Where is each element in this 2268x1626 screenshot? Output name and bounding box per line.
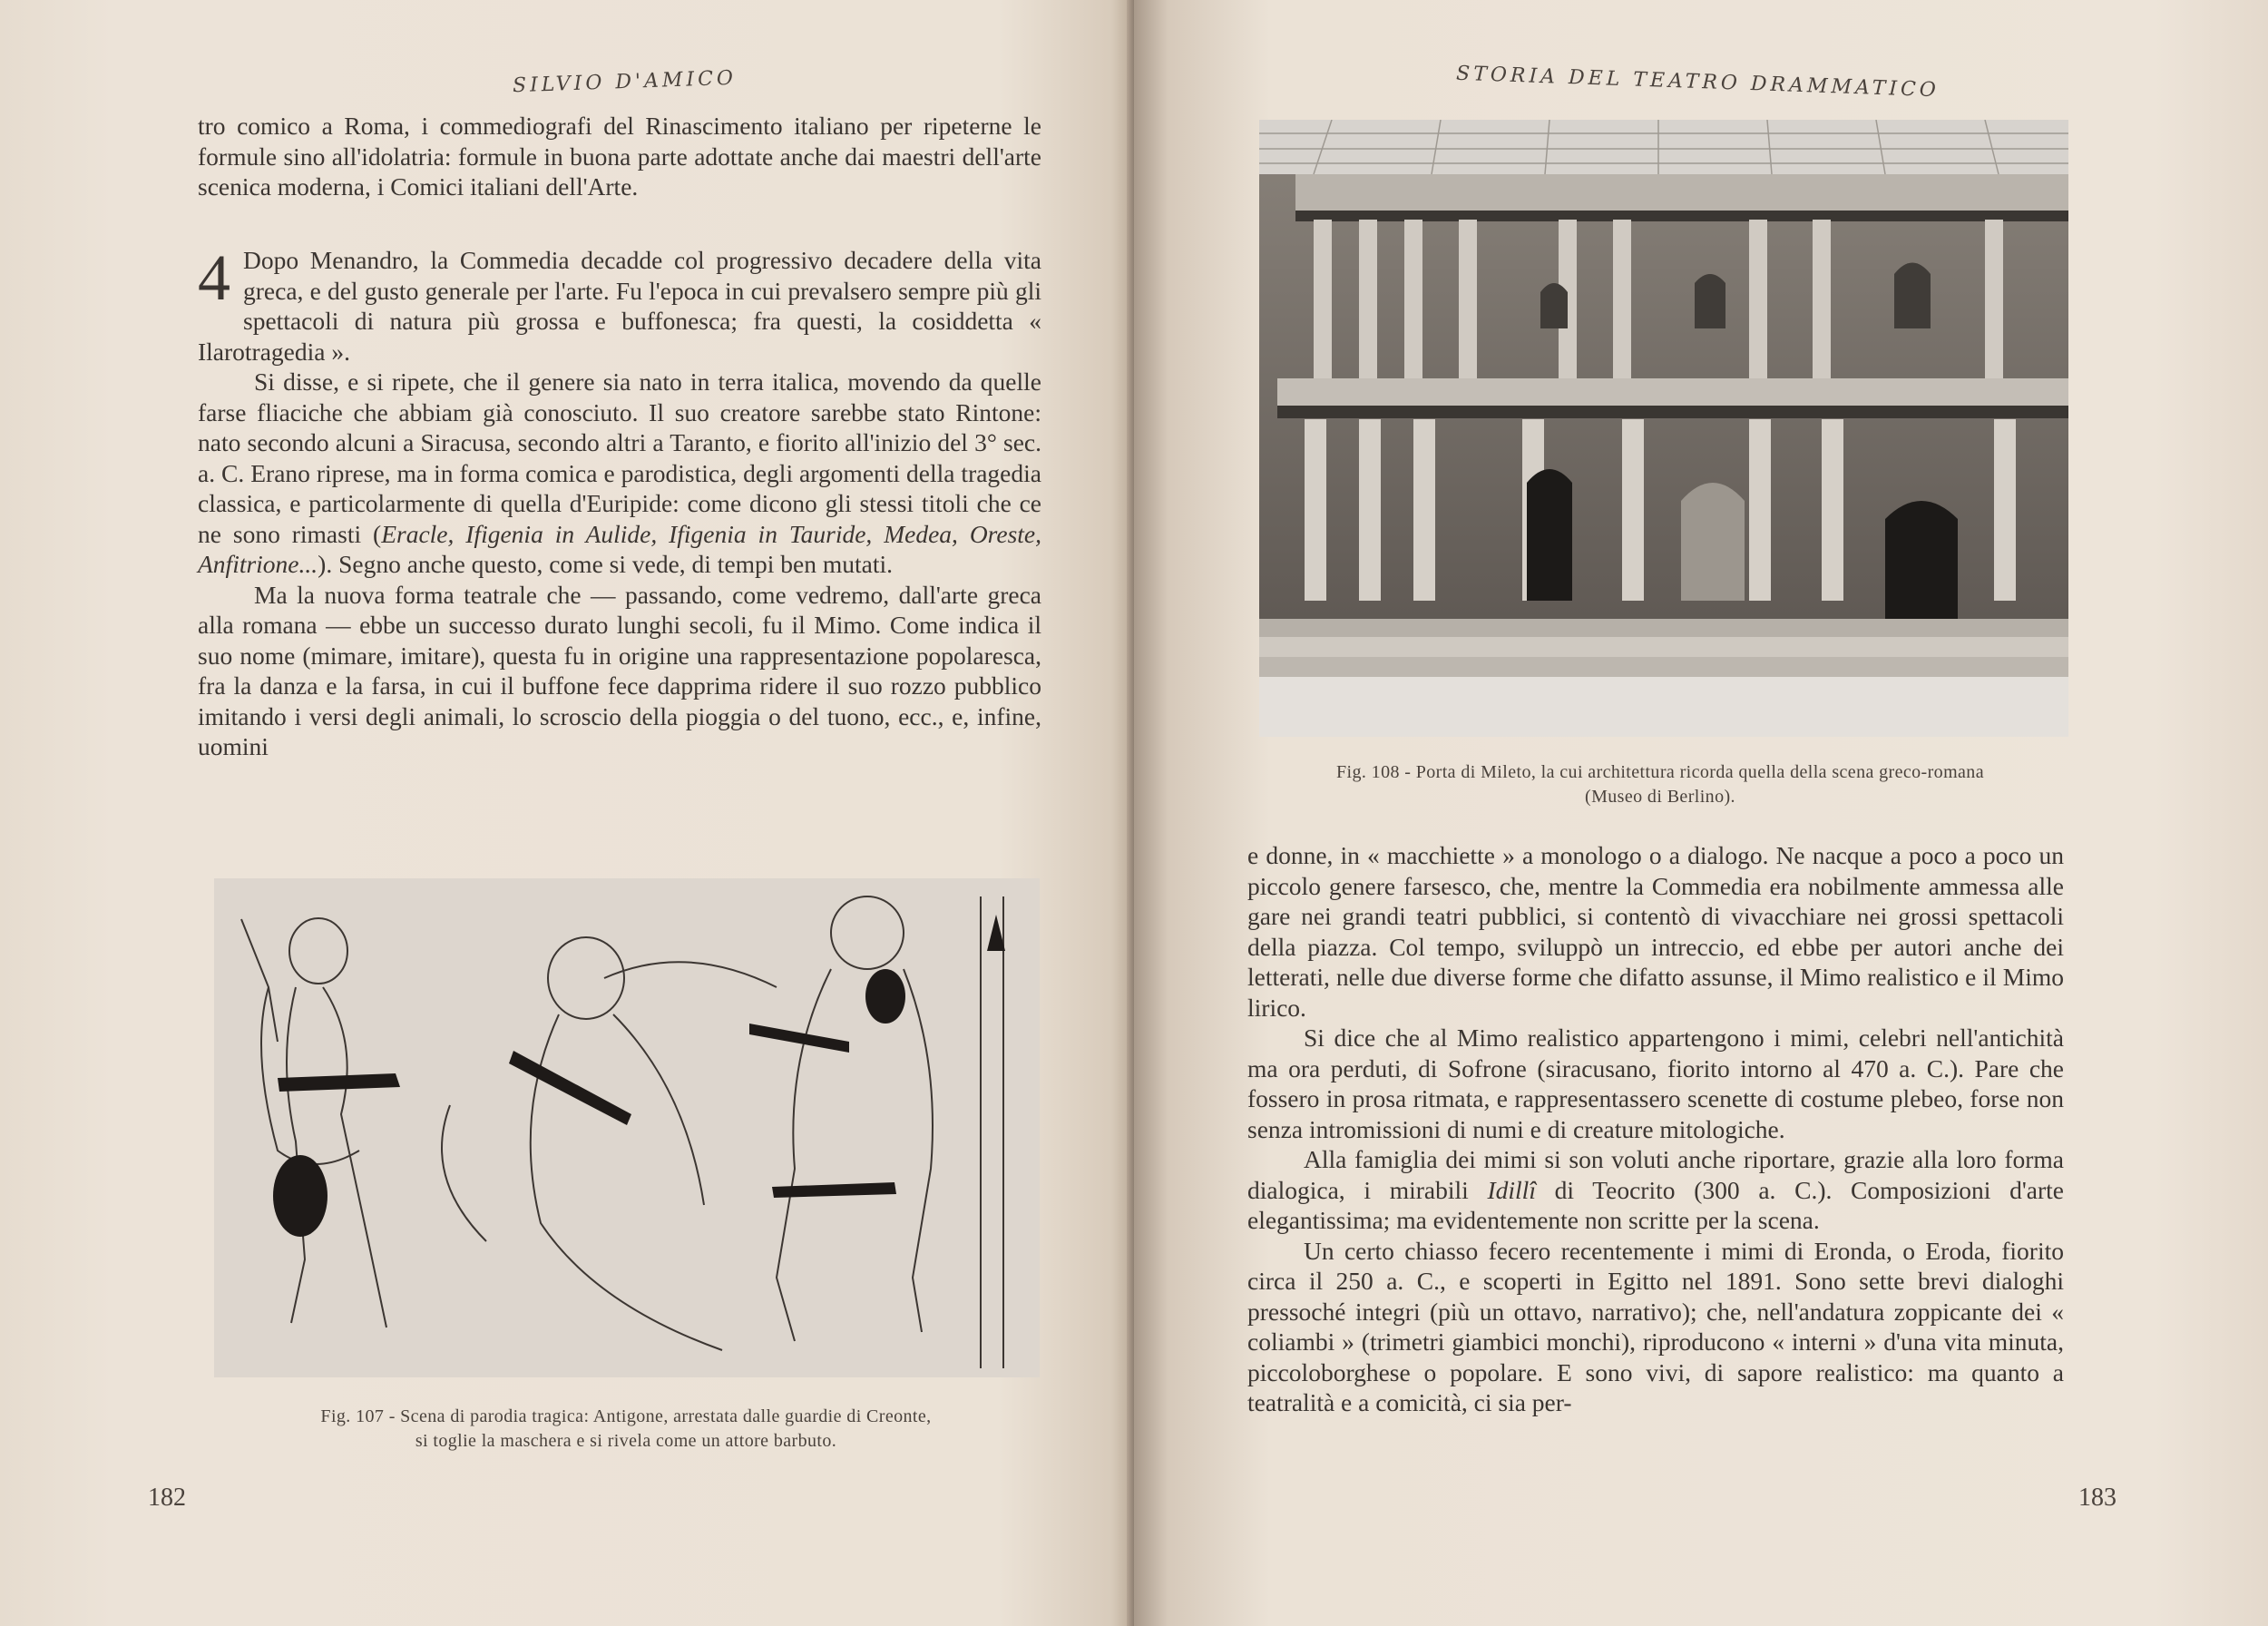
left-opening-paragraph (198, 111, 1041, 202)
page-number-right: 183 (2078, 1484, 2116, 1512)
market-gate-of-miletus-photo (1259, 120, 2068, 737)
para2-titles: Eracle, Ifigenia in Aulide, Ifigenia in Tauride, Medea, Oreste, Anfitrione... (198, 519, 1041, 578)
figure-107-drawing (214, 878, 1040, 1377)
para2 (198, 367, 1041, 580)
running-head-right: STORIA DEL TEATRO DRAMMATICO (1455, 62, 1941, 103)
caption-108-line2: (Museo di Berlino). (1585, 787, 1735, 807)
figure-108-photo (1259, 120, 2068, 737)
right-page (1134, 0, 2268, 1626)
left-main-text (198, 241, 1041, 762)
para3: Ma la nuova forma teatrale che — passando, come vedremo, dall'arte greca alla romana — ebbe un successo durato lunghi secoli, fu il Mimo. Come indica il suo nome (mimare, imitare), questa fu in origine una rappresentazione popolaresca, fra la danza e la farsa, in cui il buffone fece dapprima ridere il suo rozzo pubblico imitando i versi degli animali, lo scroscio della pioggia o del tuono, ecc., e, infine, uomini (198, 580, 1041, 760)
right-para3-italic: Idillî (1487, 1175, 1536, 1204)
right-para3-text-a: Alla famiglia dei mimi si son voluti anche riportare, grazie alla loro forma dialogica, i mirabili (1247, 1145, 2064, 1204)
caption-108-line1: Fig. 108 - Porta di Mileto, la cui architettura ricorda quella della scena greco-romana (1336, 762, 1984, 782)
right-para4: Un certo chiasso fecero recentemente i mimi di Eronda, o Eroda, fiorito circa il 250 a. C., e scoperti in Egitto nel 1891. Sono sette brevi dialoghi pressoché integri (più un ottavo, narrativo); che, nell'andatura zoppicante dei « coliambi » (trimetri giambici monchi), riproducono « interni » d'una vita minuta, piccoloborghese o popolare. E sono vivi, di sapore realistico: ma quanto a teatralità e a comicità, ci sia per- (1247, 1236, 2064, 1416)
caption-107-line1: Fig. 107 - Scena di parodia tragica: Antigone, arrestata dalle guardie di Creonte, (320, 1406, 932, 1426)
right-main-text (1247, 840, 2064, 1418)
section-number: 4 (198, 241, 230, 314)
figure-108-caption (1243, 760, 2077, 809)
figure-107-caption (227, 1405, 1025, 1454)
right-para1: e donne, in « macchiette » a monologo o a dialogo. Ne nacque a poco a poco un piccolo genere farsesco, che, mentre la Commedia era nobilmente ammessa alle gare nei grandi teatri pubblici, si contentò di vivacchiare nei grossi spettacoli della piazza. Col tempo, sviluppò un intreccio, ed ebbe per autori anche dei letterati, nelle due diverse forme che difatto assunse, il Mimo realistico e il Mimo lirico. (1247, 841, 2064, 1022)
page-number-left: 182 (148, 1484, 186, 1512)
para2-text-b: ). Segno anche questo, come si vede, di tempi ben mutati. (318, 550, 894, 578)
para1-text: Dopo Menandro, la Commedia decadde col progressivo decadere della vita greca, e del gusto generale per l'arte. Fu l'epoca in cui prevalsero sempre più gli spettacoli di natura più grossa e buffonesca; fra questi, la cosiddetta « Ilarotragedia ». (198, 246, 1041, 366)
vase-drawing-illustration (214, 878, 1040, 1377)
section-4-paragraph (198, 241, 1041, 367)
opening-lines: tro comico a Roma, i commediografi del Rinascimento italiano per ripeterne le formule sino all'idolatria: formule in buona parte adottate anche dai maestri dell'arte scenica moderna, i Comici italiani dell'Arte. (198, 112, 1041, 201)
right-para2: Si dice che al Mimo realistico appartengono i mimi, celebri nell'antichità ma ora perduti, di Sofrone (siracusano, fiorito intorno al 470 a. C.). Pare che fossero in prosa ritmata, e rappresentassero scenette di costume plebeo, forse non senza intromissioni di numi e di creature mitologiche. (1247, 1024, 2064, 1143)
running-head-left: SILVIO D'AMICO (512, 66, 738, 98)
caption-107-line2: si toglie la maschera e si rivela come un attore barbuto. (415, 1431, 837, 1451)
right-para3 (1247, 1144, 2064, 1236)
right-para3-text-b: di Teocrito (300 a. C.). Composizioni d'arte elegantissima; ma evidentemente non scritte per la scena. (1247, 1175, 2064, 1234)
para2-text-a: Si disse, e si ripete, che il genere sia nato in terra italica, movendo da quelle farse fliaciche che abbiam già conosciuto. Il suo creatore sarebbe stato Rintone: nato secondo alcuni a Siracusa, secondo altri a Taranto, e fiorito all'inizio del 3° sec. a. C. Erano riprese, ma in forma comica e parodistica, degli argomenti della tragedia classica, e particolarmente di quella d'Euripide: come dicono gli stessi titoli che ce ne sono rimasti ( (198, 367, 1041, 548)
